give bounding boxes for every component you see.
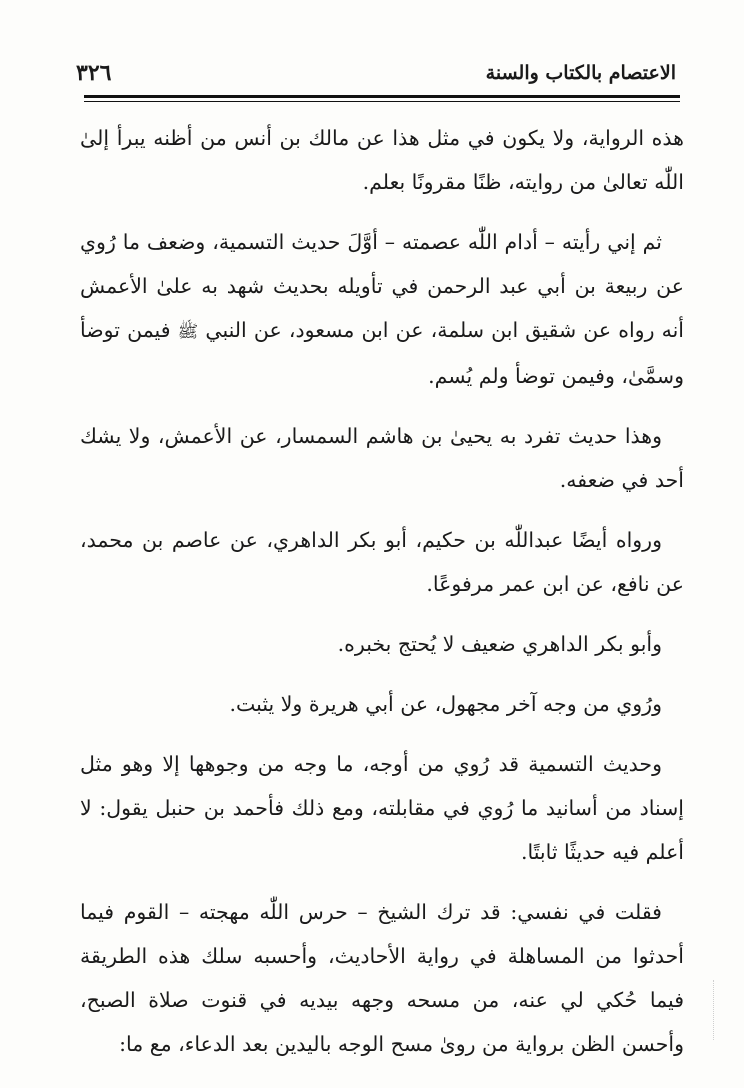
paragraph-2-text-before: ثم إني رأيته – أدام اللّٰه عصمته – أوَّلَ حديث التسمية، وضعف ما رُوي عن ربيعة بن أبي عبد الرحمن في تأويله بحديث شهد به علىٰ الأعمش أنه رواه عن شقيق ابن سلمة، عن ابن مسعود، عن النبي	[80, 230, 684, 342]
paragraph-2-text-after: فيمن توضأ وسمَّىٰ، وفيمن توضأ ولم يُسم.	[80, 318, 684, 388]
paragraph-7: وحديث التسمية قد رُوي من أوجه، ما وجه من وجوهها إلا وهو مثل إسناد من أسانيد ما رُوي في مقابلته، ومع ذلك فأحمد بن حنبل يقول: لا أعلم فيه حديثًا ثابتًا.	[80, 752, 684, 864]
paragraph-3: وهذا حديث تفرد به يحيىٰ بن هاشم السمسار، عن الأعمش، ولا يشك أحد في ضعفه.	[80, 424, 684, 492]
paragraph-8: فقلت في نفسي: قد ترك الشيخ – حرس اللّٰه مهجته – القوم فيما أحدثوا من المساهلة في رواية الأحاديث، وأحسبه سلك هذه الطريقة فيما حُكي لي عنه، من مسحه وجهه بيديه في قنوت صلاة الصبح، وأحسن الظن برواية من روىٰ مسح الوجه باليدين بعد الدعاء، مع ما:	[80, 900, 684, 1056]
paragraph-4: ورواه أيضًا عبداللّٰه بن حكيم، أبو بكر الداهري، عن عاصم بن محمد، عن نافع، عن ابن عمر مرفوعًا.	[80, 528, 684, 596]
honorific-symbol: ﷺ	[177, 322, 199, 342]
page-edge-mark	[712, 980, 714, 1040]
header-rule-thin	[84, 101, 680, 102]
body-text	[80, 116, 684, 1082]
page-header	[76, 56, 676, 90]
paragraph-6: ورُوي من وجه آخر مجهول، عن أبي هريرة ولا يثبت.	[229, 692, 662, 716]
header-rule-thick	[84, 95, 680, 98]
paragraph-2	[80, 220, 684, 398]
page-number: ٣٢٦	[76, 60, 112, 86]
running-title: الاعتصام بالكتاب والسنة	[485, 62, 676, 84]
paragraph-5: وأبو بكر الداهري ضعيف لا يُحتج بخبره.	[337, 632, 662, 656]
paragraph-1: هذه الرواية، ولا يكون في مثل هذا عن مالك بن أنس من أظنه يبرأ إلىٰ اللّٰه تعالىٰ من روايته، ظنًا مقرونًا بعلم.	[80, 126, 684, 194]
